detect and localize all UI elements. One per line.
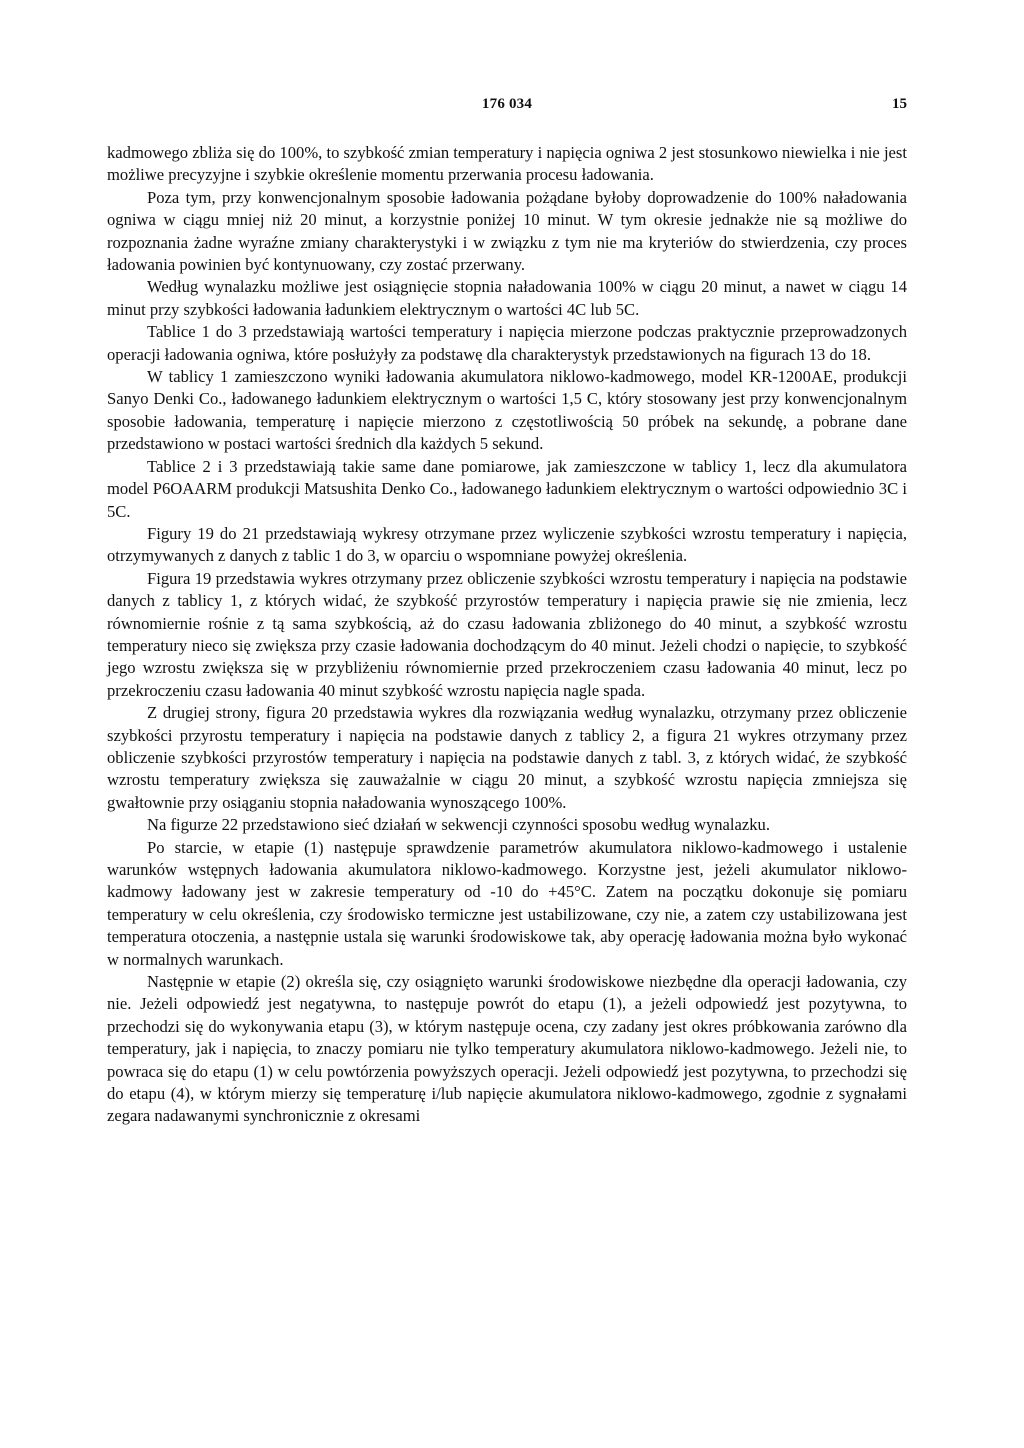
paragraph: W tablicy 1 zamieszczono wyniki ładowania akumulatora niklowo-kadmowego, model KR-1200AE, produkcji Sanyo Denki Co., ładowanego ładunkiem elektrycznym o wartości 1,5 C, który stosowany jest przy konwencjonalnym sposobie ładowania, temperaturę i napięcie mierzono z częstotliwością 50 próbek na sekundę, a pobrane dane przedstawiono w postaci wartości średnich dla każdych 5 sekund. [107, 367, 907, 454]
paragraph: kadmowego zbliża się do 100%, to szybkość zmian temperatury i napięcia ogniwa 2 jest stosunkowo niewielka i nie jest możliwe precyzyjne i szybkie określenie momentu przerwania procesu ładowania. [107, 143, 907, 185]
paragraph: Poza tym, przy konwencjonalnym sposobie ładowania pożądane byłoby doprowadzenie do 100% naładowania ogniwa w ciągu mniej niż 20 minut, a korzystnie poniżej 10 minut. W tym okresie jednakże nie są możliwe do rozpoznania żadne wyraźne zmiany charakterystyki i w związku z tym nie ma kryteriów do stwierdzenia, czy proces ładowania powinien być kontynuowany, czy zostać przerwany. [107, 187, 907, 275]
paragraph: Tablice 1 do 3 przedstawiają wartości temperatury i napięcia mierzone podczas praktycznie przeprowadzonych operacji ładowania ogniwa, które posłużyły za podstawę dla charakterystyk przedstawionych na figurach 13 do 18. [107, 322, 907, 364]
document-body [107, 142, 907, 1128]
paragraph: Według wynalazku możliwe jest osiągnięcie stopnia naładowania 100% w ciągu 20 minut, a nawet w ciągu 14 minut przy szybkości ładowania ładunkiem elektrycznym o wartości 4C lub 5C. [107, 277, 907, 319]
paragraph: Z drugiej strony, figura 20 przedstawia wykres dla rozwiązania według wynalazku, otrzymany przez obliczenie szybkości przyrostu temperatury i napięcia na podstawie danych z tablicy 2, a figura 21 wykres otrzymany przez obliczenie szybkości przyrostów temperatury i napięcia na podstawie danych z tabl. 3, z których widać, że szybkość wzrostu temperatury zwiększa się zauważalnie w ciągu 20 minut, a szybkość wzrostu napięcia zmniejsza się gwałtownie przy osiąganiu stopnia naładowania wynoszącego 100%. [107, 703, 907, 812]
page-number: 15 [892, 96, 907, 112]
document-number: 176 034 [481, 96, 533, 112]
paragraph: Figury 19 do 21 przedstawiają wykresy otrzymane przez wyliczenie szybkości wzrostu temperatury i napięcia, otrzymywanych z danych z tablic 1 do 3, w oparciu o wspomniane powyżej określenia. [107, 523, 907, 566]
paragraph: Następnie w etapie (2) określa się, czy osiągnięto warunki środowiskowe niezbędne dla operacji ładowania, czy nie. Jeżeli odpowiedź jest negatywna, to następuje powrót do etapu (1), a jeżeli odpowiedź jest pozytywna, to przechodzi się do wykonywania etapu (3), w którym następuje ocena, czy zadany jest okres próbkowania zarówno dla temperatury, jak i napięcia, to znaczy pomiaru nie tylko temperatury akumulatora niklowo-kadmowego. Jeżeli nie, to powraca się do etapu (1) w celu powtórzenia powyższych operacji. Jeżeli odpowiedź jest pozytywna, to przechodzi się do etapu (4), w którym mierzy się temperaturę i/lub napięcie akumulatora niklowo-kadmowego, zgodnie z sygnałami zegara nadawanymi synchronicznie z okresami [107, 972, 907, 1126]
page-header [107, 96, 907, 122]
paragraph: Figura 19 przedstawia wykres otrzymany przez obliczenie szybkości wzrostu temperatury i napięcia na podstawie danych z tablicy 1, z których widać, że szybkość przyrostów temperatury i napięcia prawie się nie zmienia, lecz równomiernie rośnie z tą sama szybkością, aż do czasu ładowania zbliżonego do 40 minut, a szybkość wzrostu temperatury nieco się zwiększa przy czasie ładowania dochodzącym do 40 minut. Jeżeli chodzi o napięcie, to szybkość jego wzrostu zwiększa się w przybliżeniu równomiernie przed przekroczeniem czasu ładowania 40 minut, lecz po przekroczeniu czasu ładowania 40 minut szybkość wzrostu napięcia nagle spada. [107, 568, 907, 700]
paragraph: Na figurze 22 przedstawiono sieć działań w sekwencji czynności sposobu według wynalazku. [147, 815, 770, 835]
paragraph: Po starcie, w etapie (1) następuje sprawdzenie parametrów akumulatora niklowo-kadmowego i ustalenie warunków wstępnych ładowania akumulatora niklowo-kadmowego. Korzystne jest, jeżeli akumulator niklowo-kadmowy ładowany jest w zakresie temperatury od -10 do +45°C. Zatem na początku dokonuje się pomiaru temperatury w celu określenia, czy środowisko termiczne jest ustabilizowane, czy nie, a zatem czy ustabilizowana jest temperatura otoczenia, a następnie ustala się warunki środowiskowe tak, aby operację ładowania można było wykonać w normalnych warunkach. [107, 837, 907, 969]
paragraph: Tablice 2 i 3 przedstawiają takie same dane pomiarowe, jak zamieszczone w tablicy 1, lecz dla akumulatora model P6OAARM produkcji Matsushita Denko Co., ładowanego ładunkiem elektrycznym o wartości odpowiednio 3C i 5C. [107, 456, 907, 521]
